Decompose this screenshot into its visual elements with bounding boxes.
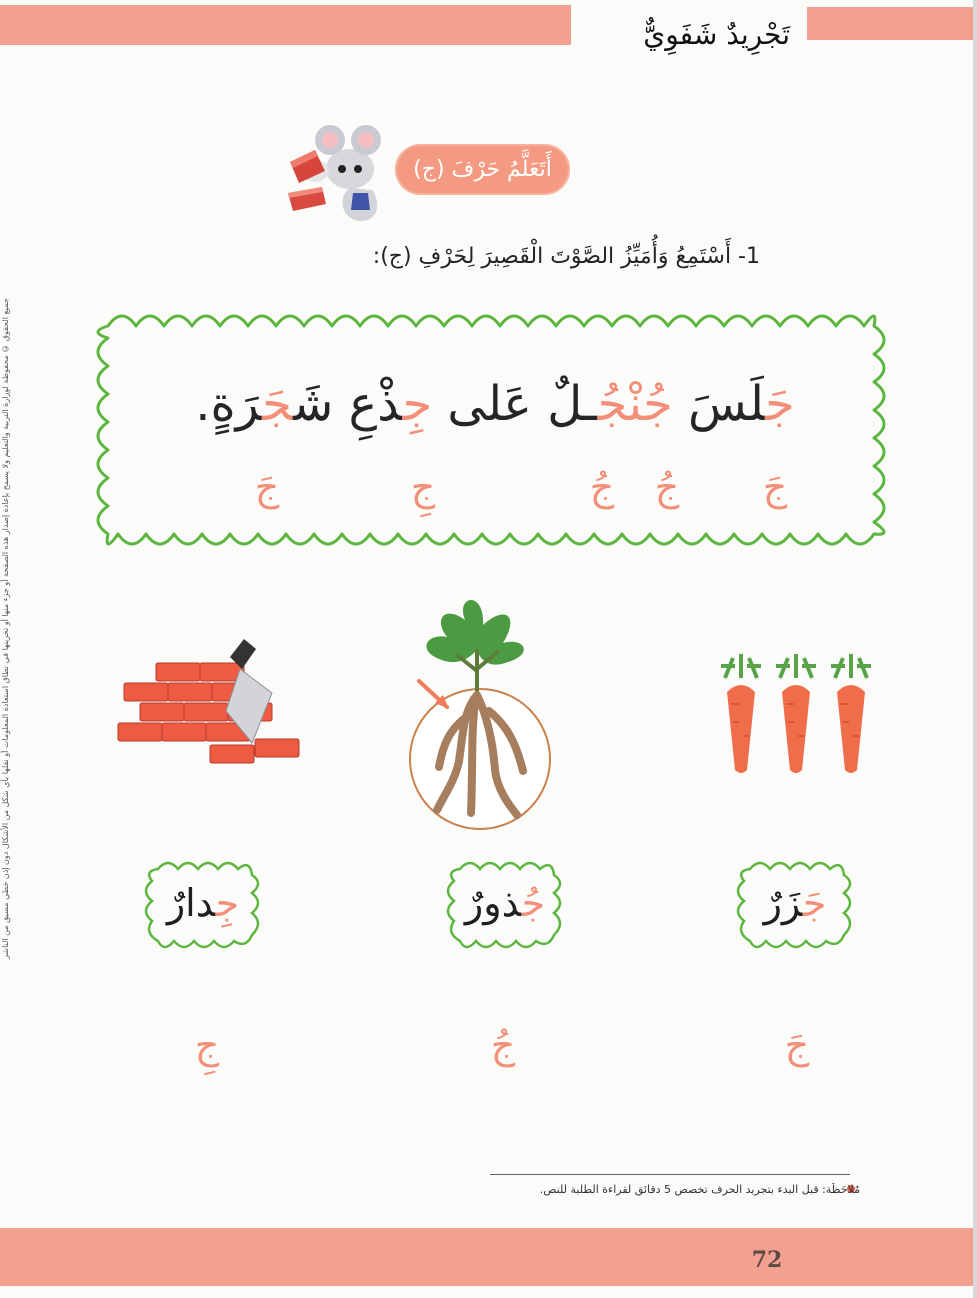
word-letter-3: جِ (194, 1023, 220, 1067)
lesson-title-pill: أَتَعَلَّمُ حَرْفَ (ج) (395, 144, 570, 195)
carrots-illustration (705, 650, 885, 780)
sentence-letter-2: جُ (654, 465, 680, 509)
sentence-letter-1: جَ (762, 465, 788, 509)
word-card-2-text (440, 873, 570, 933)
word-card-3-rest: دارٌ (166, 881, 216, 925)
mouse-with-bricks-illustration (280, 115, 400, 230)
brick-wall-illustration (110, 635, 310, 780)
page-number: 72 (751, 1247, 783, 1273)
word-5-end: رَةٍ (210, 376, 263, 432)
section-title: تَجْرِيدٌ شَفَوِيٌّ (643, 18, 790, 51)
copyright-vertical-note: جميع الحقوق © محفوظة لوزارة التربية والتعليم ولا يسمح بإعادة إصدار هذه الصفحة أو جزء منها أو تخزينها في نطاق استعادة المعلومات أو نقلها بأي شكل من الأشكال دون إذن خطي مسبق من الناشر (1, 298, 10, 959)
word-card-2-highlight: جُ (521, 881, 546, 925)
word-1-letter: جَ (765, 376, 795, 432)
word-card-1-highlight: جَ (802, 881, 827, 925)
word-card-1-rest: زَرٌ (763, 881, 803, 925)
word-2-letters: جُنْجُ (597, 376, 673, 432)
bottom-decorative-band (0, 1228, 977, 1286)
word-5-letter: جَ (262, 376, 294, 432)
word-card-2-rest: ذورٌ (464, 881, 522, 925)
word-card-1-text (730, 873, 860, 933)
word-3: عَلى (447, 376, 532, 432)
word-5-start: شَ (293, 376, 334, 432)
roots-illustration (385, 585, 565, 835)
word-card-3-text (138, 873, 268, 933)
word-2-rest: ـلٌ (547, 376, 598, 432)
sentence-period: . (195, 376, 211, 432)
sentence-letter-3: جُ (589, 465, 615, 509)
exercise-instruction: 1- أَسْتَمِعُ وَأُمَيِّزُ الصَّوْتَ الْقَصِيرَ لِحَرْفِ (ج): (372, 244, 760, 269)
reading-sentence (190, 368, 800, 440)
sentence-letter-5: جَ (254, 465, 280, 509)
word-4-rest: ذْعِ (348, 376, 403, 432)
top-decorative-band-right (807, 7, 977, 40)
sentence-letter-4: جِ (410, 465, 436, 509)
word-letter-1: جَ (784, 1023, 810, 1067)
teacher-note: مُلاحَظَة: قبل البدء بتجريد الحرف تخصص 5 دقائق لقراءة الطلبة للنص. (539, 1183, 860, 1196)
note-divider (490, 1174, 850, 1175)
top-decorative-band-left (0, 5, 571, 45)
scan-edge (973, 0, 977, 1298)
word-letter-2: جُ (490, 1023, 516, 1067)
word-1-rest: لَسَ (688, 376, 766, 432)
word-card-3-highlight: جِ (215, 881, 240, 925)
word-4-letter: جِ (402, 376, 433, 432)
